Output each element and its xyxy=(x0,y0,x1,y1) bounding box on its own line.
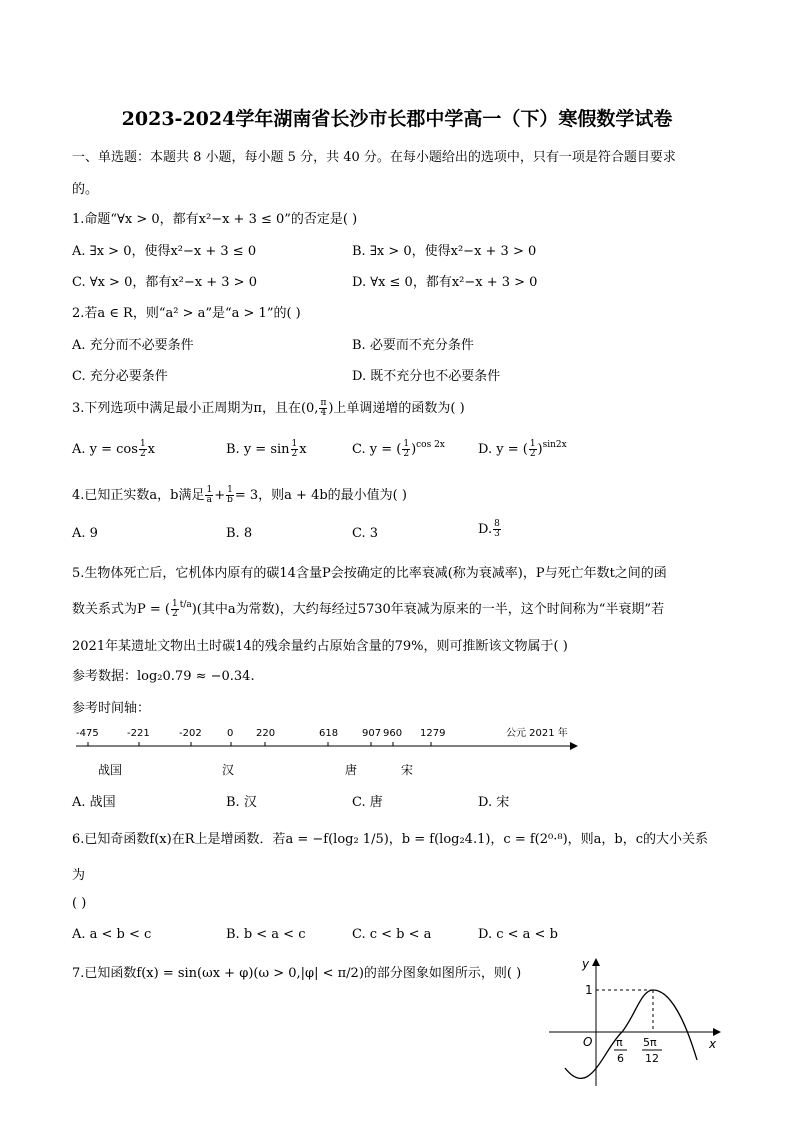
q6-option-a: A. a < b < c xyxy=(72,927,152,942)
q7-function-graph xyxy=(545,950,725,1090)
q4-option-d: D. $\frac{8}{3}$ xyxy=(478,519,500,539)
q1-option-d: D. ∀x ≤ 0，都有x²−x + 3 > 0 xyxy=(352,275,538,290)
section-instruction-cont: 的。 xyxy=(72,182,99,197)
x-tick2-den: 12 xyxy=(645,1052,659,1065)
dynasty-label: 宋 xyxy=(401,763,414,777)
q3-stem: 3.下列选项中满足最小正周期为π，且在(0, $\frac{\pi}{4}$ )上单调递增的函数为( ) xyxy=(72,398,465,418)
timeline-diagram xyxy=(72,722,592,784)
tick-label: 618 xyxy=(319,728,339,739)
q5-stem-line2: 数关系式为P = ( $\frac{1}{2}$ $^{t/a}$)(其中a为常数)，大约每经过5730年衰减为原来的一半，这个时间称为“半衰期”若 xyxy=(72,599,665,619)
q4-option-c: C. 3 xyxy=(352,526,379,541)
q7-stem: 7.已知函数f(x) = sin(ωx + φ)(ω > 0,|φ| < π/2)的部分图象如图所示，则( ) xyxy=(72,966,522,981)
tick-label: 220 xyxy=(256,728,276,739)
q2-option-c: C. 充分必要条件 xyxy=(72,369,168,384)
q2-stem: 2.若a ∈ R，则“a² > a”是“a > 1”的( ) xyxy=(72,306,301,321)
tick-label: 907 xyxy=(362,728,382,739)
tick-label: -475 xyxy=(76,728,99,739)
dynasty-label: 唐 xyxy=(345,763,358,777)
tick-label: -221 xyxy=(127,728,150,739)
q5-stem-line3: 2021年某遗址文物出土时碳14的残余量约占原始含量的79%，则可推断该文物属于( ) xyxy=(72,639,568,654)
q4-option-a: A. 9 xyxy=(72,526,98,541)
y-axis-label: y xyxy=(582,957,590,971)
tick-label: -202 xyxy=(179,728,202,739)
q6-option-c: C. c < b < a xyxy=(352,927,432,942)
q3-pi-over-4: $\frac{\pi}{4}$ xyxy=(320,398,327,418)
origin-label: O xyxy=(583,1035,593,1049)
q6-option-d: D. c < a < b xyxy=(478,927,558,942)
y-tick-label: 1 xyxy=(585,983,593,997)
q5-option-a: A. 战国 xyxy=(72,795,116,810)
dynasty-label: 战国 xyxy=(98,763,123,777)
x-axis-label: x xyxy=(709,1037,717,1051)
x-tick2-num: 5π xyxy=(643,1036,657,1049)
page-title: 2023-2024学年湖南省长沙市长郡中学高一（下）寒假数学试卷 xyxy=(121,108,673,130)
q3-option-b: B. y = sin $\frac{1}{2}$ x xyxy=(226,439,307,459)
tick-label: 1279 xyxy=(420,728,446,739)
q6-stem-line2: 为 xyxy=(72,868,86,883)
dynasty-label: 汉 xyxy=(222,763,235,777)
q3-option-c: C. y = ( $\frac{1}{2}$ )$^{cos 2x}$ xyxy=(352,439,445,459)
q2-option-b: B. 必要而不充分条件 xyxy=(352,338,474,353)
q5-option-c: C. 唐 xyxy=(352,795,383,810)
q3-option-d: D. y = ( $\frac{1}{2}$ )$^{sin2x}$ xyxy=(478,439,567,459)
timeline-end-label: 公元 2021 年 xyxy=(506,728,568,739)
q5-stem-line1: 5.生物体死亡后，它机体内原有的碳14含量P会按确定的比率衰减(称为衰减率)，P与死亡年数t之间的函 xyxy=(72,566,667,581)
q4-option-b: B. 8 xyxy=(226,526,253,541)
tick-label: 960 xyxy=(383,728,403,739)
q3-option-a: A. y = cos $\frac{1}{2}$ x xyxy=(72,439,156,459)
x-tick1-den: 6 xyxy=(617,1052,624,1065)
q6-stem-line3: ( ) xyxy=(72,896,87,911)
q1-option-a: A. ∃x > 0，使得x²−x + 3 ≤ 0 xyxy=(72,244,257,259)
q1-option-b: B. ∃x > 0，使得x²−x + 3 > 0 xyxy=(352,244,537,259)
q4-stem: 4.已知正实数a，b满足 $\frac{1}{a}$ + $\frac{1}{b}$ = 3，则a + 4b的最小值为( ) xyxy=(72,485,407,505)
q2-option-d: D. 既不充分也不必要条件 xyxy=(352,369,501,384)
x-tick1-num: π xyxy=(616,1036,623,1049)
tick-label: 0 xyxy=(227,728,234,739)
q6-option-b: B. b < a < c xyxy=(226,927,306,942)
q1-option-c: C. ∀x > 0，都有x²−x + 3 > 0 xyxy=(72,275,257,290)
q6-stem-line1: 6.已知奇函数f(x)在R上是增函数．若a = −f(log₂ 1/5)，b = f(log₂4.1)，c = f(2⁰·⁸)，则a，b，c的大小关系 xyxy=(72,832,709,847)
section-instruction: 一、单选题：本题共 8 小题，每小题 5 分，共 40 分。在每小题给出的选项中，只有一项是符合题目要求 xyxy=(72,150,676,165)
q5-ref-timeline-label: 参考时间轴： xyxy=(72,701,151,716)
q2-option-a: A. 充分而不必要条件 xyxy=(72,338,194,353)
q5-option-d: D. 宋 xyxy=(478,795,510,810)
q5-ref-data: 参考数据：log₂0.79 ≈ −0.34. xyxy=(72,669,255,684)
q1-stem: 1.命题“∀x > 0，都有x²−x + 3 ≤ 0”的否定是( ) xyxy=(72,212,358,227)
q5-option-b: B. 汉 xyxy=(226,795,257,810)
